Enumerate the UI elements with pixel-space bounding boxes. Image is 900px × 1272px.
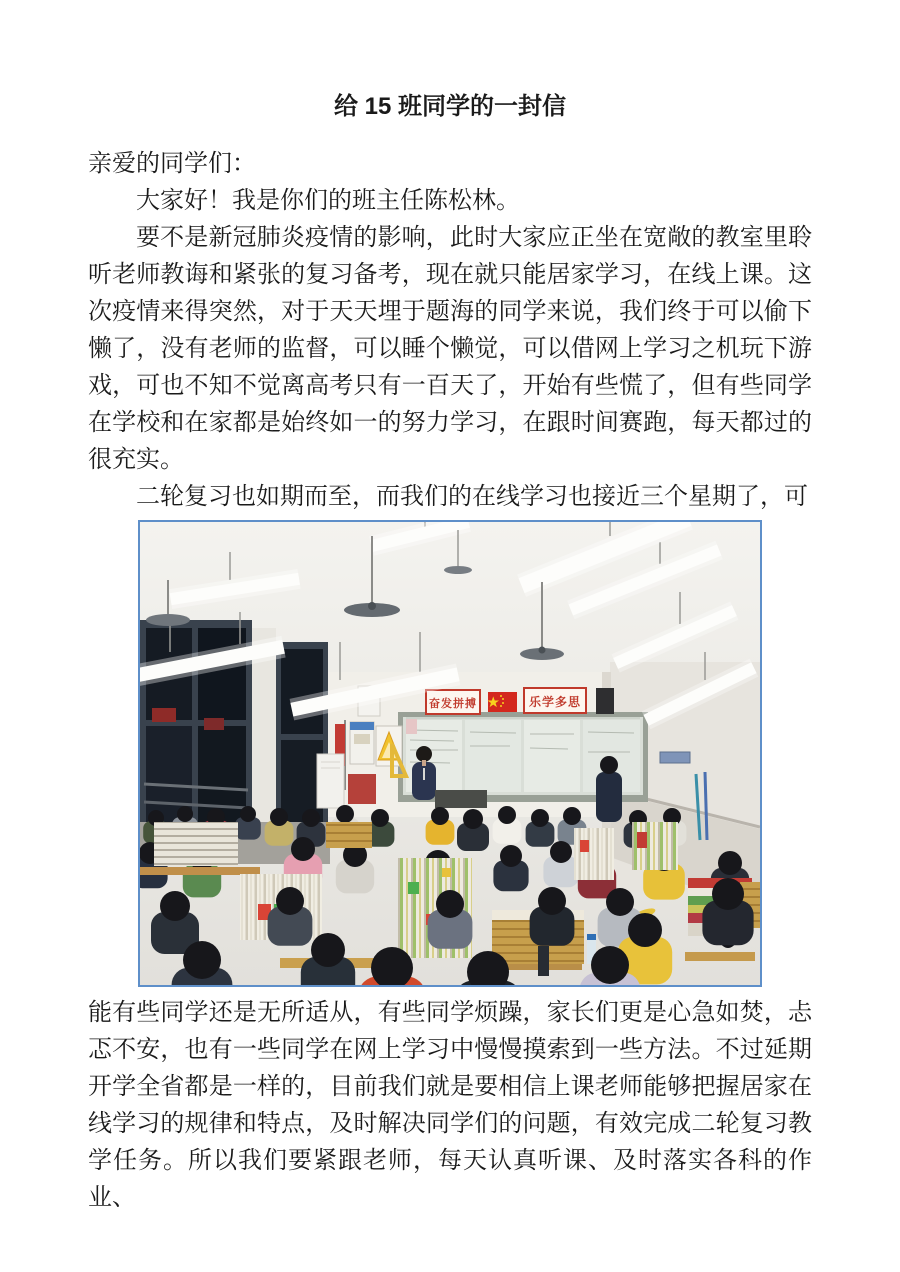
paragraph-review-continued: 能有些同学还是无所适从，有些同学烦躁，家长们更是心急如焚，忐忑不安，也有一些同学在网上学习中慢慢摸索到一些方法。不过延期开学全省都是一样的，目前我们就是要相信上课老师能够把握居家在线学习的规律和特点，及时解决同学们的问题，有效完成二轮复习教学任务。所以我们要紧跟老师，每天认真听课、及时落实各科的作业、	[88, 1000, 812, 1211]
thermos	[538, 946, 549, 976]
water-bottle	[587, 934, 596, 940]
page-title: 给 15 班同学的一封信	[333, 93, 567, 120]
teacher-desk	[435, 790, 487, 808]
speaker-box	[596, 688, 614, 714]
fire-cabinet	[348, 774, 376, 804]
paragraph-epidemic: 要不是新冠肺炎疫情的影响，此时大家应正坐在宽敞的教室里聆听老师教诲和紧张的复习备考，现在就只能居家学习，在线上课。这次疫情来得突然，对于天天埋于题海的同学来说，我们终于可以偷下懒了，没有老师的监督，可以睡个懒觉，可以借网上学习之机玩下游戏，可也不知不觉离高考只有一百天了，开始有些慌了，但有些同学在学校和在家都是始终如一的努力学习，在跟时间赛跑，每天都过的很充实。	[88, 225, 812, 473]
banner-left-text: 奋发拼搏	[429, 698, 477, 710]
document-content	[88, 0, 812, 1217]
wall-switch-panel	[660, 752, 690, 763]
banner-right	[524, 688, 586, 713]
paragraph-review-lead: 二轮复习也如期而至，而我们的在线学习也接近三个星期了，可	[136, 484, 808, 510]
broom-2	[705, 772, 707, 840]
national-flag	[487, 692, 517, 712]
window-left-2	[276, 642, 328, 838]
classroom-photo	[138, 520, 762, 987]
salutation: 亲爱的同学们：	[88, 151, 256, 177]
wall-poster	[350, 722, 374, 764]
classroom-photo-canvas	[140, 522, 760, 985]
banner-left	[426, 690, 480, 714]
banner-right-text: 乐学多思	[528, 695, 582, 709]
paragraph-greeting: 大家好！我是你们的班主任陈松林。	[136, 188, 520, 214]
ac-unit	[317, 754, 344, 808]
